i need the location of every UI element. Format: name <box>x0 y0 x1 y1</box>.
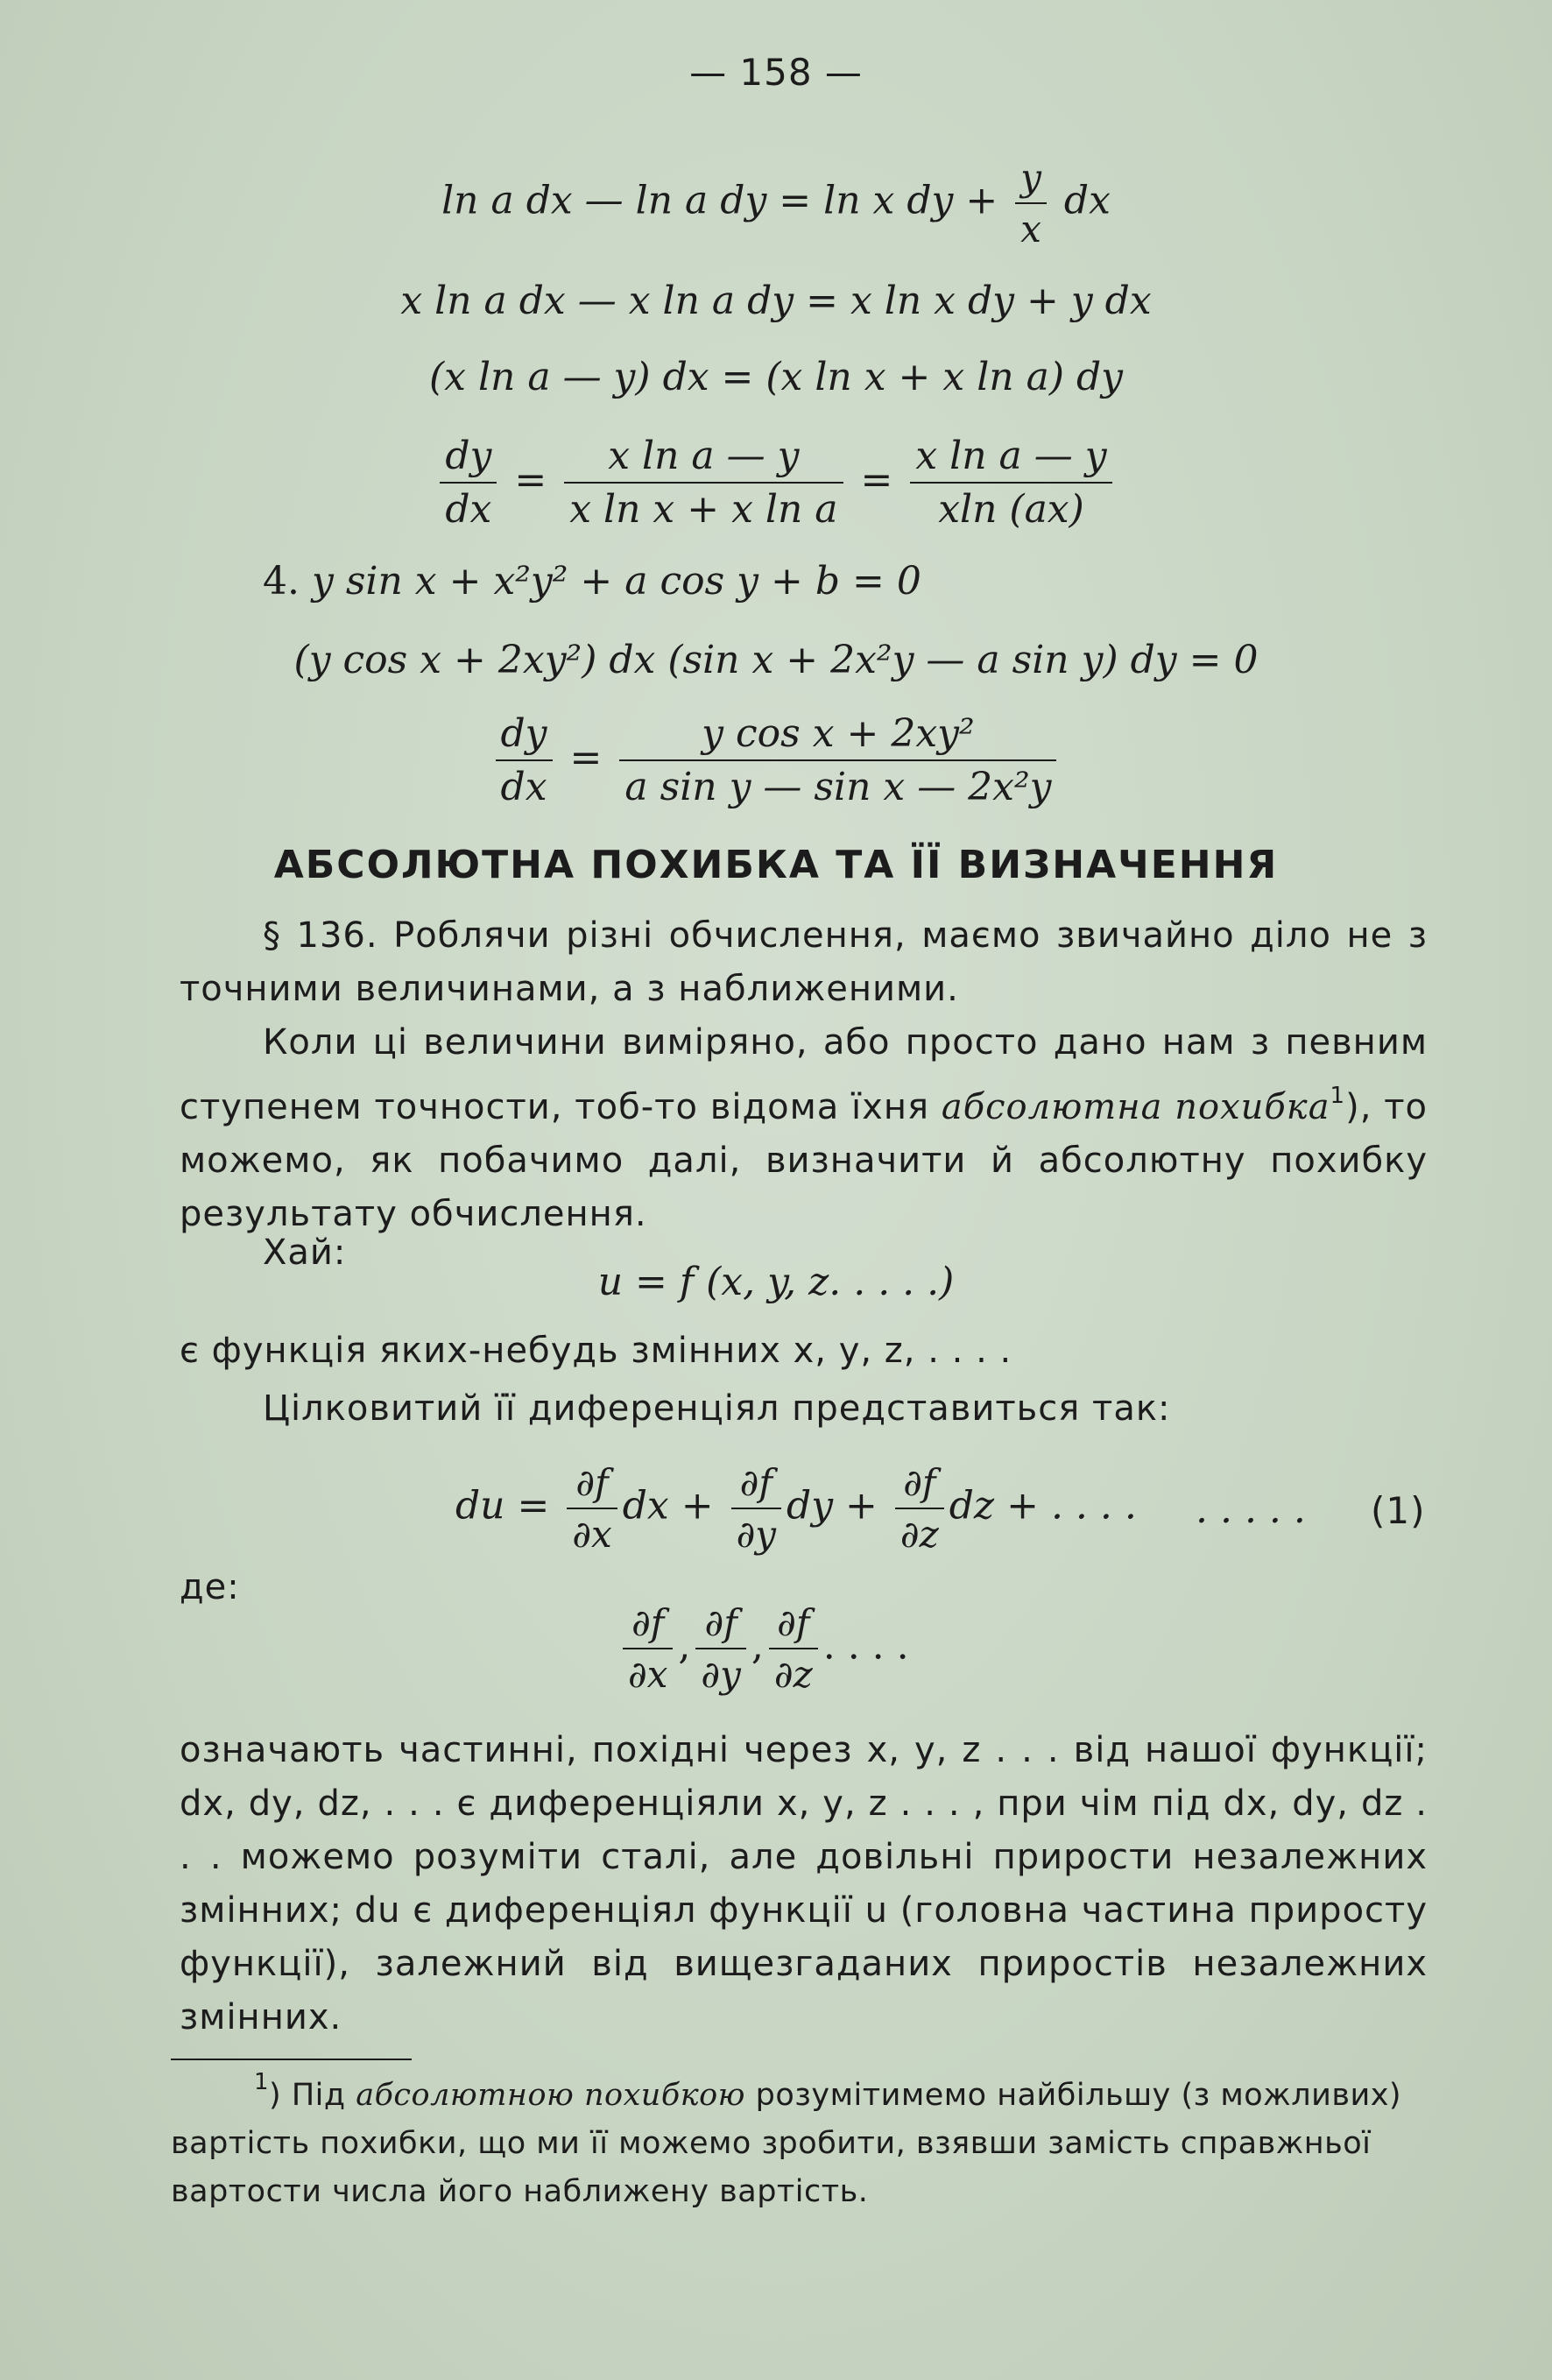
paragraph-where: де: <box>180 1567 240 1607</box>
partial-fz: $\frac{\partial f}{\partial z}$ <box>895 1461 944 1556</box>
paragraph-136: § 136. Роблячи різні обчислення, маємо звичайно діло не з точними величинами, а з наближеними. <box>180 915 1428 1009</box>
equation-5-body: y sin x + x²y² + a cos y + b = 0 <box>311 559 921 604</box>
equation-1-left: ln a dx — ln a dy = ln x dy + <box>441 178 1011 223</box>
paragraph-function: є функція яких-небудь змінних x, y, z, . . . . <box>180 1331 1012 1371</box>
partial-fy: $\frac{\partial f}{\partial y}$ <box>731 1461 781 1556</box>
fraction-dy-dx: $\frac{dy}{dx}$ <box>440 434 497 532</box>
equation-number: (1) <box>1371 1489 1426 1532</box>
formula-u: u = f (x, y, z. . . . .) <box>597 1260 955 1304</box>
fraction-dy-dx-2: $\frac{dy}{dx}$ <box>496 711 553 809</box>
footnote-ref: 1 <box>1330 1083 1346 1109</box>
fraction-rhs-2: $\frac{\text{x ln a — y}}{xln (ax)}$ <box>910 434 1111 532</box>
paragraph-accuracy: Коли ці величини виміряно, або просто дано нам з певним ступенем точности, тоб-то відома їхня абсолютна похибка$^1$), то можемо, як побачимо далі, визначити й абсолютну похибку результату обчислення. <box>180 1022 1428 1234</box>
equation-1-right: dx <box>1051 178 1111 223</box>
formula-du-dots: . . . . . <box>1196 1487 1306 1532</box>
term-absolute-error: абсолютна похибка <box>941 1087 1330 1127</box>
fraction-rhs-1: $\frac{\text{x ln a — y}}{\text{x ln x + x ln a}}$ <box>564 434 843 532</box>
partials-list: $\frac{\partial f}{\partial x}$ , $\frac{\partial f}{\partial y}$ , $\frac{\partial f}{\partial z}$ . . . . <box>617 1601 909 1696</box>
equation-7: $\frac{dy}{dx}$ = $\frac{\text{y cos x + 2xy²}}{\text{a sin y — sin x — 2x²y}}$ <box>0 711 1552 809</box>
equation-6: (y cos x + 2xy²) dx (sin x + 2x²y — a sin y) dy = 0 <box>293 638 1259 682</box>
equation-3: (x ln a — y) dx = (x ln x + x ln a) dy <box>428 355 1124 399</box>
paragraph-total-differential: Цілковитий її диференціял представиться так: <box>263 1388 1171 1429</box>
footnote: $^1$) Під абсолютною похибкою розумітимемо найбільшу (з можливих) вартість похибки, що ми її можемо зробити, взявши замість справжньої вартости числа його наближену вартість. <box>171 2069 1402 2209</box>
paragraph-partial-derivatives: означають частинні, похідні через x, y, z . . . від нашої функції; dx, dy, dz, . . . є диференціяли x, y, z . . . , при чім під dx, dy, dz . . . можемо розуміти сталі, але довільні прирости незалежних змінних; du є диференціял функції u (головна частина приросту функції), залежний від вищезгаданих приростів незалежних змінних. <box>180 1730 1428 2037</box>
fraction-rhs-3: $\frac{\text{y cos x + 2xy²}}{\text{a sin y — sin x — 2x²y}}$ <box>619 711 1056 809</box>
equation-4: $\frac{dy}{dx}$ = $\frac{\text{x ln a — y}}{\text{x ln x + x ln a}}$ = $\frac{\text{x ln a — y}}{xln (ax)}$ <box>0 434 1552 532</box>
example-number: 4. <box>263 559 300 604</box>
formula-du: du = $\frac{\partial f}{\partial x}$ dx + $\frac{\partial f}{\partial y}$ dy + $\frac{\partial f}{\partial z}$ dz + . . . . <box>455 1461 1137 1556</box>
equation-2: x ln a dx — x ln a dy = x ln x dy + y dx <box>400 279 1152 323</box>
paragraph-let: Хай: <box>263 1232 347 1273</box>
section-heading: АБСОЛЮТНА ПОХИБКА ТА ЇЇ ВИЗНАЧЕННЯ <box>273 843 1279 887</box>
equation-1 <box>0 156 1552 251</box>
page-number: — 158 — <box>689 51 863 94</box>
partial-fx: $\frac{\partial f}{\partial x}$ <box>567 1461 617 1556</box>
equation-5 <box>263 559 921 604</box>
fraction-y-over-x: $\frac{y}{x}$ <box>1015 156 1047 251</box>
